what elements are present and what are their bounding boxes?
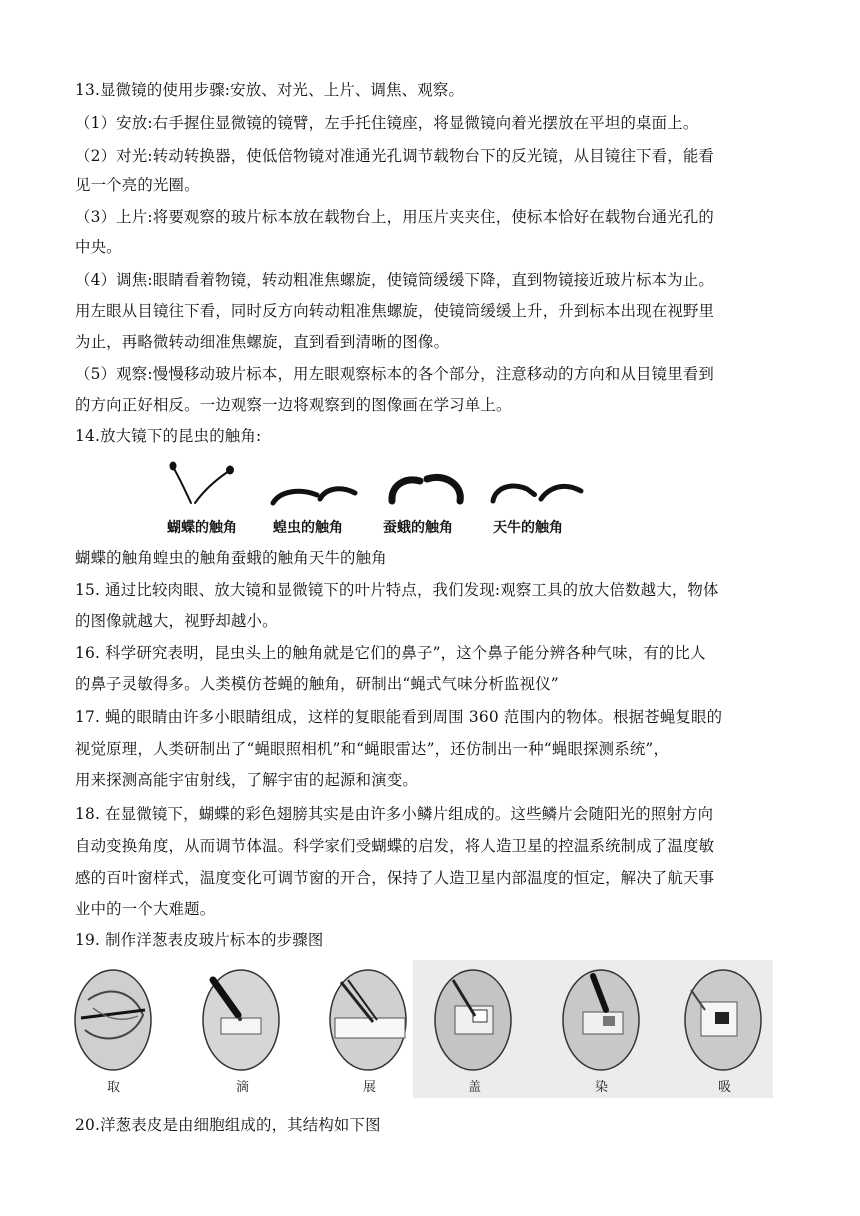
text-line: 为止，再略微转动细准焦螺旋，直到看到清晰的图像。 xyxy=(75,333,450,351)
step-cover-icon xyxy=(435,970,511,1070)
step-spread-icon xyxy=(330,970,406,1070)
step-stain-icon xyxy=(563,970,639,1070)
text-line: 的鼻子灵敏得多。人类模仿苍蝇的触角，研制出“蝇式气味分析监视仪” xyxy=(75,675,559,693)
text-line: （1）安放:右手握住显微镜的镜臂，左手托住镜座，将显微镜向着光摆放在平坦的桌面上。 xyxy=(75,114,699,132)
step-label-stain: 染 xyxy=(595,1080,609,1095)
text-line: 13.显微镜的使用步骤:安放、对光、上片、调焦、观察。 xyxy=(75,81,465,99)
text-line: 中央。 xyxy=(75,238,122,256)
text-line: 感的百叶窗样式，温度变化可调节窗的开合，保持了人造卫星内部温度的恒定，解决了航天事 xyxy=(75,869,715,887)
butterfly-antenna-drawing xyxy=(170,462,234,503)
text-line: 20.洋葱表皮是由细胞组成的，其结构如下图 xyxy=(75,1116,381,1134)
locust-antenna-drawing xyxy=(273,489,355,503)
antenna-label-butterfly: 蝴蝶的触角 xyxy=(167,520,237,536)
text-line: 的方向正好相反。一边观察一边将观察到的图像画在学习单上。 xyxy=(75,396,512,414)
antenna-figure xyxy=(155,455,595,545)
text-line: 18. 在显微镜下，蝴蝶的彩色翅膀其实是由许多小鳞片组成的。这些鳞片会随阳光的照射方向 xyxy=(75,805,714,823)
silkmoth-antenna-drawing xyxy=(392,477,460,501)
beetle-antenna-drawing xyxy=(493,486,581,501)
text-line: 17. 蝇的眼睛由许多小眼睛组成，这样的复眼能看到周围 360 范围内的物体。根据苍蝇复眼的 xyxy=(75,708,723,726)
text-line: 用左眼从目镜往下看，同时反方向转动粗准焦螺旋，使镜筒缓缓上升，升到标本出现在视野里 xyxy=(75,302,715,320)
onion-steps-illustration xyxy=(73,960,773,1100)
step-take-icon xyxy=(75,970,151,1070)
step-label-absorb: 吸 xyxy=(718,1080,732,1095)
figure-caption: 蝴蝶的触角蝗虫的触角蚕蛾的触角天牛的触角 xyxy=(75,549,387,567)
step-label-cover: 盖 xyxy=(468,1080,482,1095)
text-line: 16. 科学研究表明，昆虫头上的触角就是它们的鼻子”，这个鼻子能分辨各种气味，有的比人 xyxy=(75,644,706,662)
text-line: 自动变换角度，从而调节体温。科学家们受蝴蝶的启发，将人造卫星的控温系统制成了温度敏 xyxy=(75,837,715,855)
onion-steps-figure xyxy=(73,960,773,1100)
step-drop-icon xyxy=(203,970,279,1070)
text-line: （3）上片:将要观察的玻片标本放在载物台上，用压片夹夹住，使标本恰好在载物台通光孔的 xyxy=(75,208,715,226)
text-line: （4）调焦:眼睛看着物镜，转动粗准焦螺旋，使镜筒缓缓下降，直到物镜接近玻片标本为止。 xyxy=(75,271,715,289)
text-line: 的图像就越大，视野却越小。 xyxy=(75,612,278,630)
step-label-take: 取 xyxy=(107,1080,121,1095)
step-absorb-icon xyxy=(685,970,761,1070)
text-line: 视觉原理，人类研制出了“蝇眼照相机”和“蝇眼雷达”，还仿制出一种“蝇眼探测系统”， xyxy=(75,740,670,758)
step-label-drop: 滴 xyxy=(236,1080,250,1095)
text-line: 14.放大镜下的昆虫的触角: xyxy=(75,427,262,445)
text-line: 15. 通过比较肉眼、放大镜和显微镜下的叶片特点，我们发现:观察工具的放大倍数越大，物体 xyxy=(75,581,719,599)
antenna-illustration xyxy=(155,455,595,545)
text-line: 业中的一个大难题。 xyxy=(75,900,216,918)
text-line: 19. 制作洋葱表皮玻片标本的步骤图 xyxy=(75,931,324,949)
text-line: （5）观察:慢慢移动玻片标本，用左眼观察标本的各个部分，注意移动的方向和从目镜里看到 xyxy=(75,365,715,383)
text-line: 见一个亮的光圈。 xyxy=(75,176,200,194)
text-line: 用来探测高能宇宙射线，了解宇宙的起源和演变。 xyxy=(75,771,418,789)
step-label-spread: 展 xyxy=(363,1080,377,1095)
text-line: （2）对光:转动转换器，使低倍物镜对准通光孔调节载物台下的反光镜，从目镜往下看，能看 xyxy=(75,147,715,165)
antenna-label-locust: 蝗虫的触角 xyxy=(273,520,343,536)
antenna-label-silkmoth: 蚕蛾的触角 xyxy=(383,520,453,536)
antenna-label-beetle: 天牛的触角 xyxy=(493,520,563,536)
